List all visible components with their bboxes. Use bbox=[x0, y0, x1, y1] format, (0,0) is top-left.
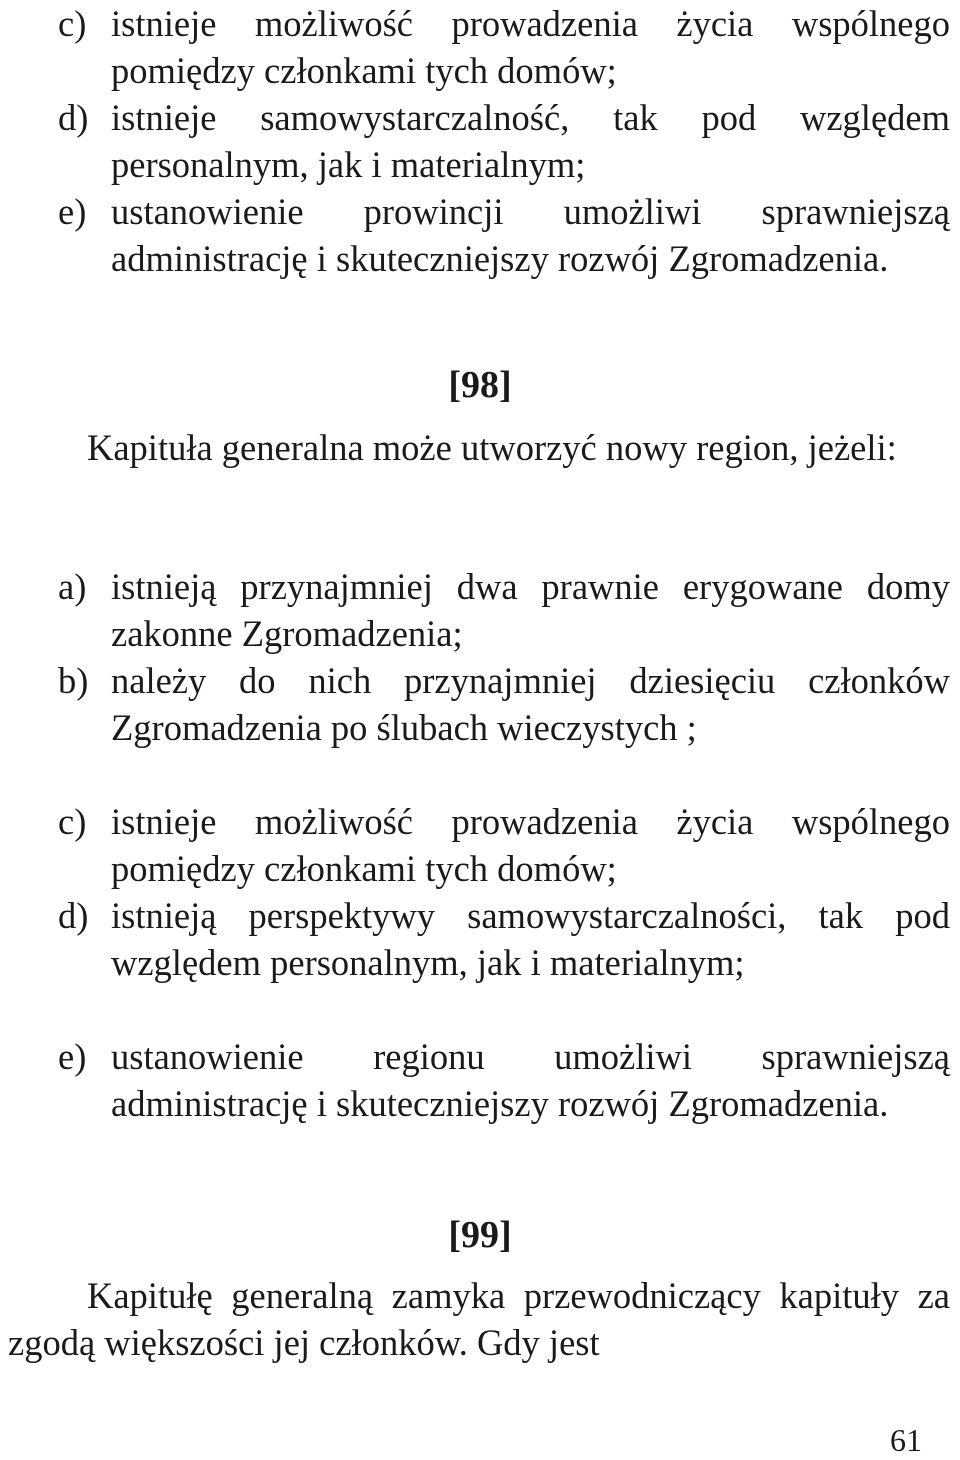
section-98-heading: [98] bbox=[448, 364, 512, 406]
list-item-top-d bbox=[58, 94, 950, 188]
list-marker: d) bbox=[58, 895, 89, 936]
list-item-98-b bbox=[58, 657, 950, 751]
list-marker: e) bbox=[58, 1036, 87, 1077]
list-marker: b) bbox=[58, 660, 89, 701]
list-marker: c) bbox=[58, 801, 87, 842]
list-item-text: należy do nich przynajmniej dziesięciu członków Zgromadzenia po ślubach wieczystych ; bbox=[111, 660, 950, 748]
list-item-text: istnieją perspektywy samowystarczalności, tak pod względem personalnym, jak i materialnym; bbox=[111, 895, 950, 983]
list-item-text: istnieje samowystarczalność, tak pod względem personalnym, jak i materialnym; bbox=[111, 97, 950, 185]
list-item-text: ustanowienie regionu umożliwi sprawniejszą administrację i skuteczniejszy rozwój Zgromadzenia. bbox=[111, 1036, 950, 1124]
list-marker: d) bbox=[58, 97, 89, 138]
list-item-text: istnieje możliwość prowadzenia życia wspólnego pomiędzy członkami tych domów; bbox=[111, 801, 950, 889]
section-99-text: Kapitułę generalną zamyka przewodniczący kapituły za zgodą większości jej członków. Gdy jest bbox=[8, 1275, 950, 1363]
section-98-intro: Kapituła generalna może utworzyć nowy region, jeżeli: bbox=[87, 427, 897, 468]
list-marker: c) bbox=[58, 3, 87, 44]
list-item-text: ustanowienie prowincji umożliwi sprawniejszą administrację i skuteczniejszy rozwój Zgromadzenia. bbox=[111, 191, 950, 279]
list-marker: e) bbox=[58, 191, 87, 232]
list-item-98-e bbox=[58, 1033, 950, 1127]
list-item-top-e bbox=[58, 188, 950, 282]
page-number: 61 bbox=[890, 1422, 922, 1458]
list-item-98-a bbox=[58, 563, 950, 657]
list-item-top-c bbox=[58, 0, 950, 94]
list-item-text: istnieje możliwość prowadzenia życia wspólnego pomiędzy członkami tych domów; bbox=[111, 3, 950, 91]
list-item-text: istnieją przynajmniej dwa prawnie erygowane domy zakonne Zgromadzenia; bbox=[111, 566, 950, 654]
list-item-98-c bbox=[58, 798, 950, 892]
section-99-heading: [99] bbox=[448, 1214, 512, 1256]
list-item-98-d bbox=[58, 892, 950, 986]
list-marker: a) bbox=[58, 566, 87, 607]
